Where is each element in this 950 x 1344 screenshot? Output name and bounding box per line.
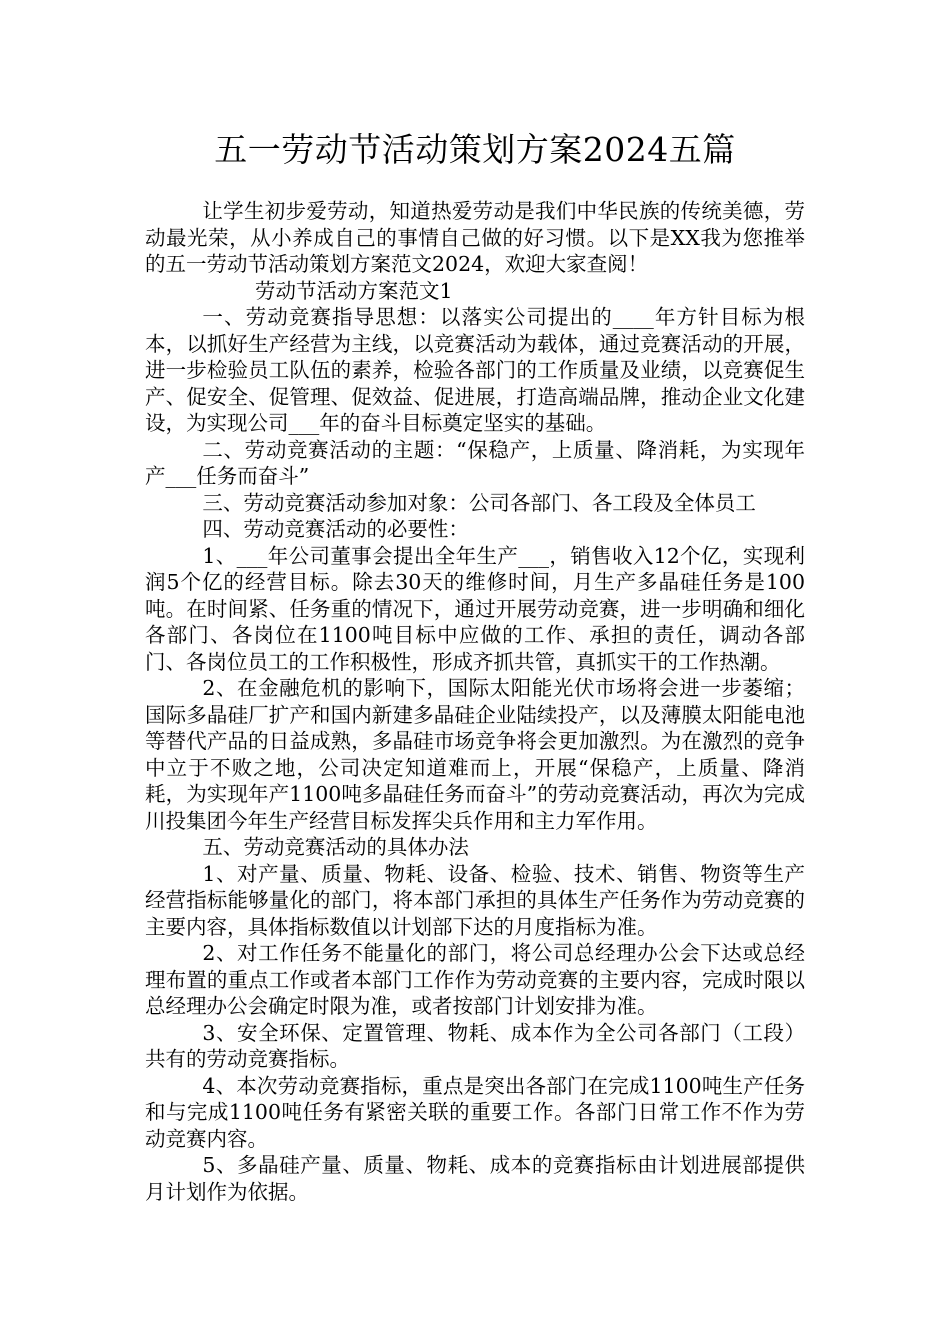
paragraph-necessity-1: 1、___年公司董事会提出全年生产___，销售收入12个亿，实现利润5个亿的经营目标。除去30天的维修时间，月生产多晶硅任务是100吨。在时间紧、任务重的情况下，通过开展劳动竞赛，进一步明确和细化各部门、各岗位在1100吨目标中应做的工作、承担的责任，调动各部门、各岗位员工的工作积极性，形成齐抓共管，真抓实干的工作热潮。 — [145, 543, 805, 674]
paragraph-guiding-ideology: 一、劳动竞赛指导思想：以落实公司提出的____年方针目标为根本，以抓好生产经营为主线，以竞赛活动为载体，通过竞赛活动的开展，进一步检验员工队伍的素养，检验各部门的工作质量及业绩，以竞赛促生产、促安全、促管理、促效益、促进展，打造高端品牌，推动企业文化建设，为实现公司___年的奋斗目标奠定坚实的基础。 — [145, 305, 805, 435]
paragraph-methods-heading: 五、劳动竞赛活动的具体办法 — [202, 835, 469, 859]
paragraph-method-1: 1、对产量、质量、物耗、设备、检验、技术、销售、物资等生产经营指标能够量化的部门，将本部门承担的具体生产任务作为劳动竞赛的主要内容，具体指标数值以计划部下达的月度指标为准。 — [145, 861, 805, 939]
paragraph-method-5: 5、多晶硅产量、质量、物耗、成本的竞赛指标由计划进展部提供月计划作为依据。 — [145, 1153, 805, 1204]
paragraph-participants: 三、劳动竞赛活动参加对象：公司各部门、各工段及全体员工 — [202, 490, 756, 515]
paragraph-method-2: 2、对工作任务不能量化的部门，将公司总经理办公会下达或总经理布置的重点工作或者本部门工作作为劳动竞赛的主要内容，完成时限以总经理办公会确定时限为准，或者按部门计划安排为准。 — [145, 941, 805, 1018]
paragraph-theme: 二、劳动竞赛活动的主题：“保稳产，上质量、降消耗，为实现年产___任务而奋斗” — [145, 437, 805, 488]
paragraph-method-4: 4、本次劳动竞赛指标，重点是突出各部门在完成1100吨生产任务和与完成1100吨任务有紧密关联的重要工作。各部门日常工作不作为劳动竞赛内容。 — [145, 1073, 805, 1151]
paragraph-necessity-2: 2、在金融危机的影响下，国际太阳能光伏市场将会进一步萎缩；国际多晶硅厂扩产和国内新建多晶硅企业陆续投产，以及薄膜太阳能电池等替代产品的日益成熟，多晶硅市场竞争将会更加激烈。为在激烈的竞争中立于不败之地，公司决定知道难而上，开展“保稳产，上质量、降消耗，为实现年产1100吨多晶硅任务而奋斗”的劳动竞赛活动，再次为完成川投集团今年生产经营目标发挥尖兵作用和主力军作用。 — [145, 676, 805, 833]
section-heading: 劳动节活动方案范文1 — [255, 278, 453, 303]
intro-paragraph: 让学生初步爱劳动，知道热爱劳动是我们中华民族的传统美德，劳动最光荣，从小养成自己的事情自己做的好习惯。以下是XX我为您推举的五一劳动节活动策划方案范文2024，欢迎大家查阅！ — [145, 199, 805, 276]
paragraph-method-3: 3、安全环保、定置管理、物耗、成本作为全公司各部门（工段）共有的劳动竞赛指标。 — [145, 1020, 805, 1071]
document-title: 五一劳动节活动策划方案2024五篇 — [214, 130, 736, 169]
paragraph-necessity-heading: 四、劳动竞赛活动的必要性： — [202, 517, 469, 541]
document-body — [145, 198, 805, 1205]
